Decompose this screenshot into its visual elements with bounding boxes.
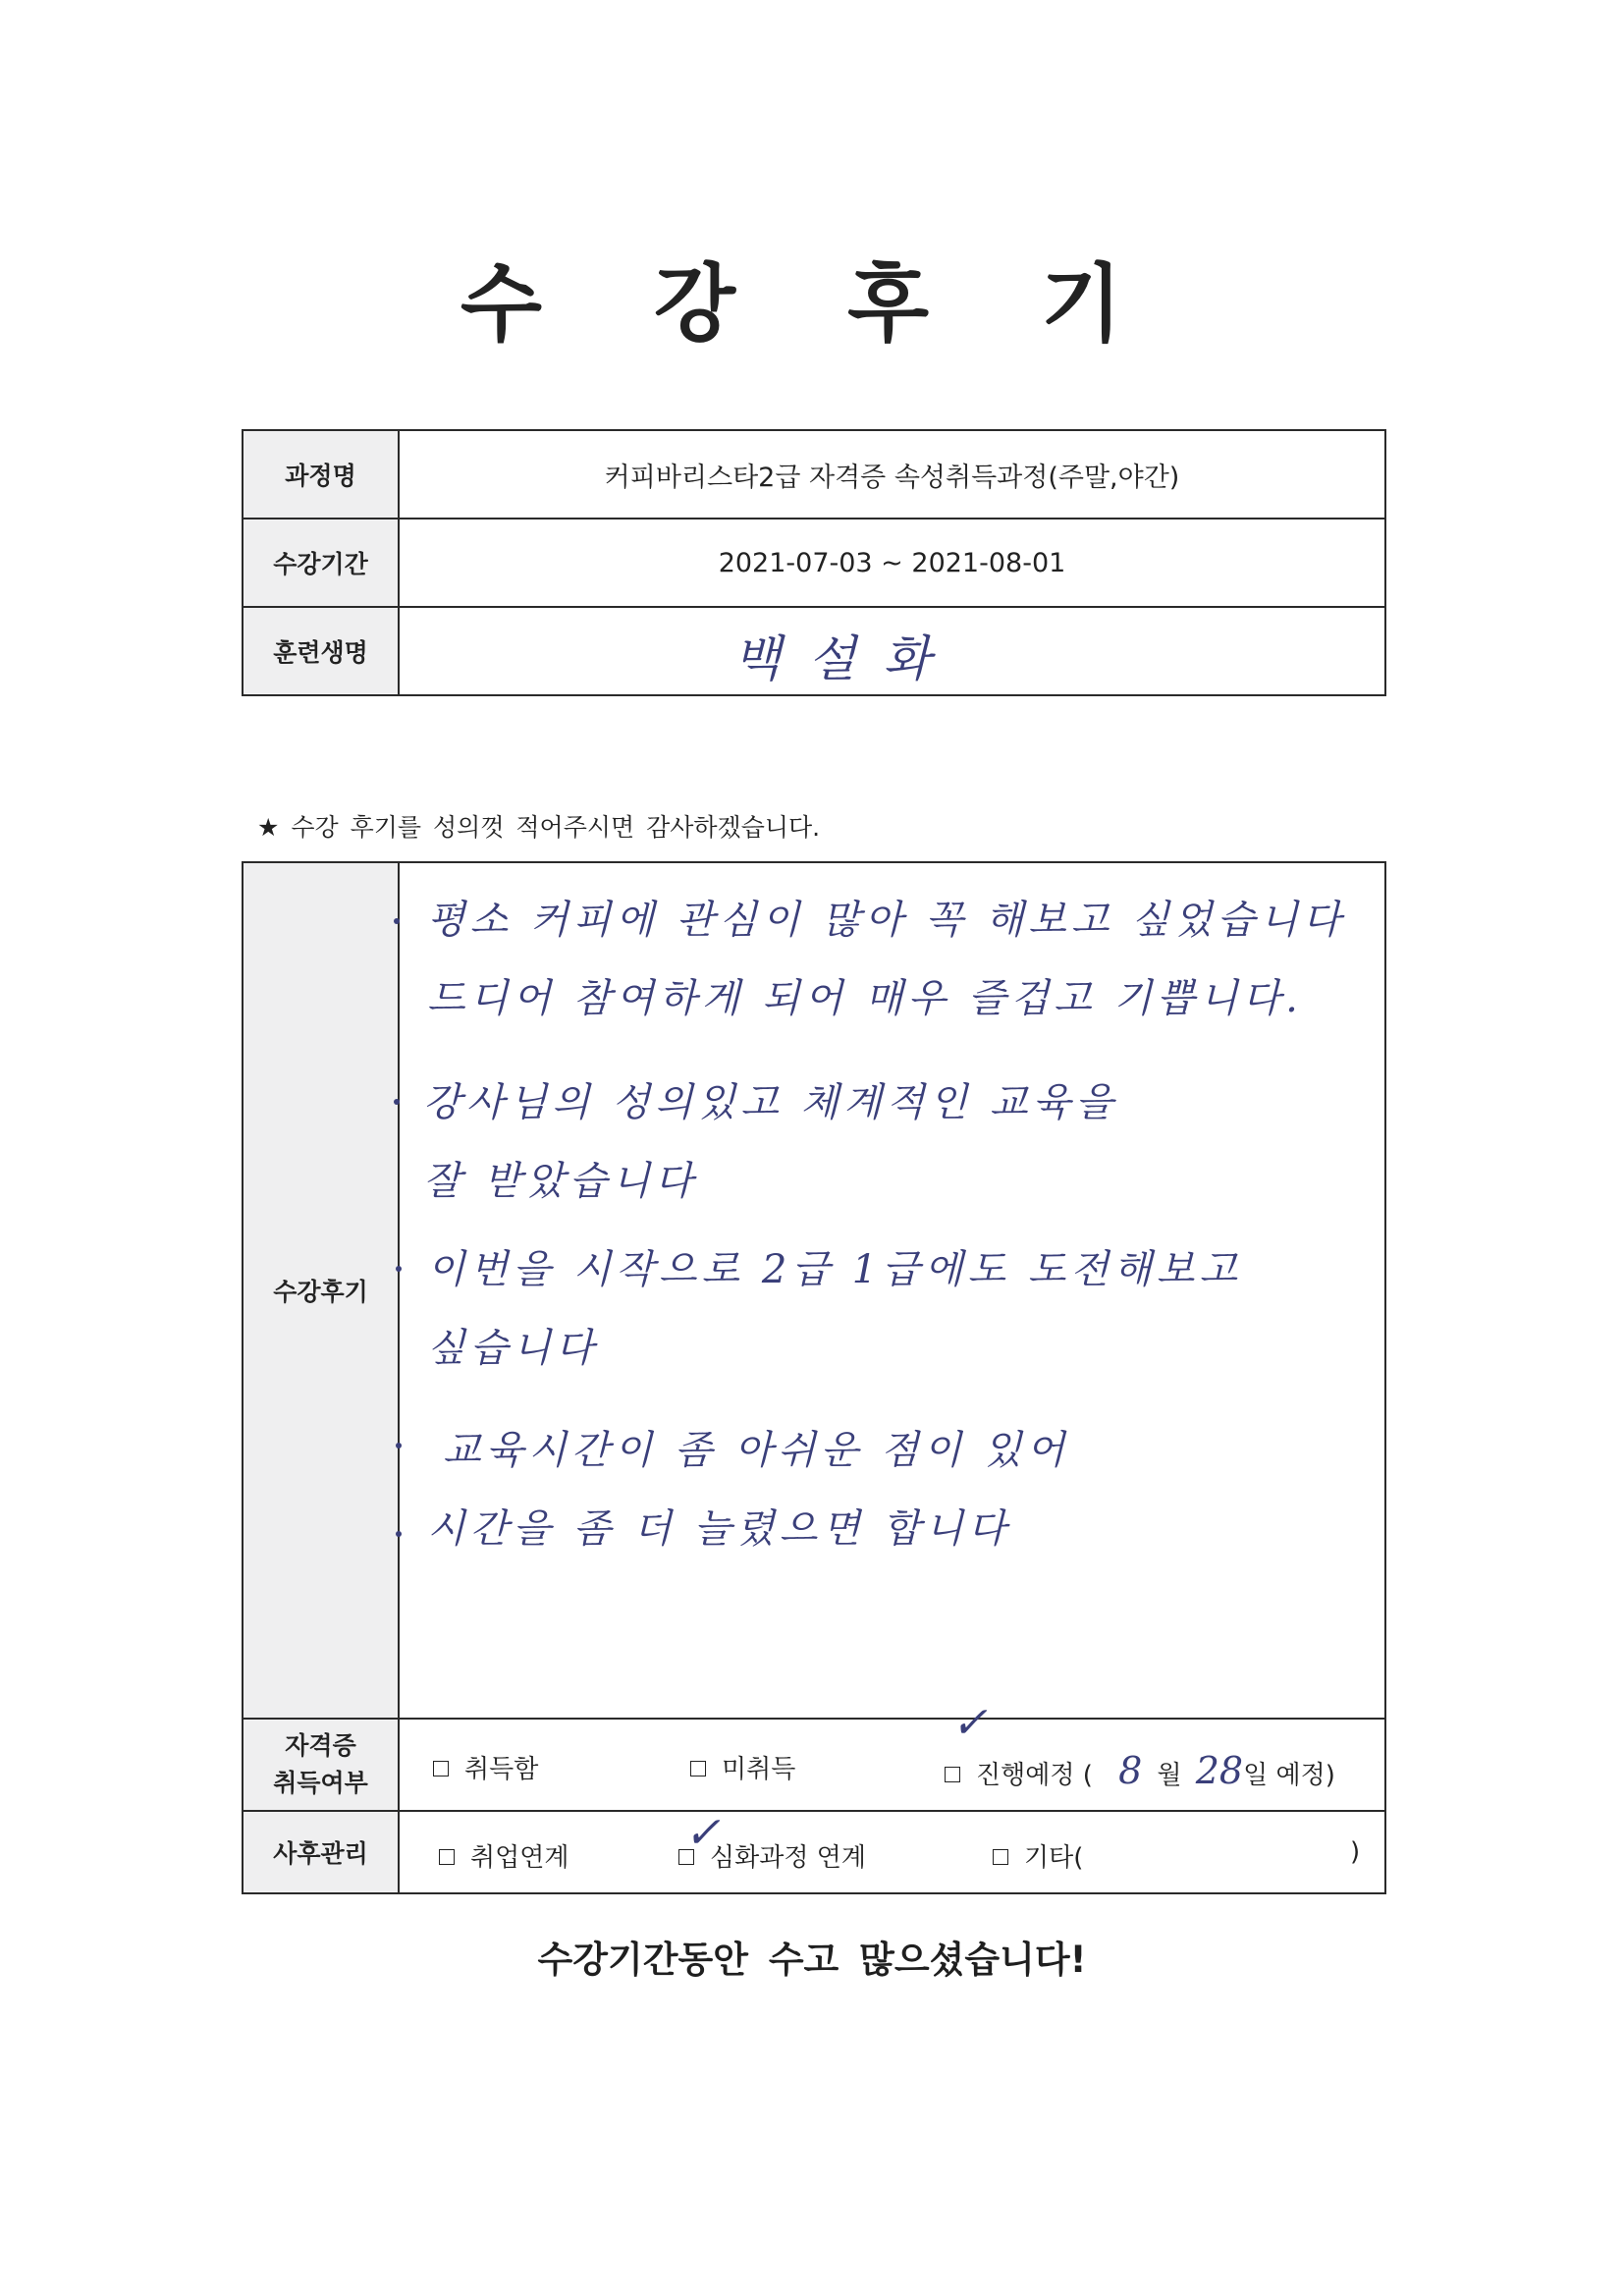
option-other[interactable]: 기타( xyxy=(993,1837,1083,1874)
certificate-label-line1: 자격증 xyxy=(285,1731,356,1760)
trainee-name-handwritten: 백 설 화 xyxy=(733,630,937,687)
course-name-value: 커피바리스타2급 자격증 속성취득과정(주말,야간) xyxy=(399,430,1385,519)
bullet-mark xyxy=(396,1443,402,1449)
aftercare-options-cell xyxy=(399,1808,1385,1893)
aftercare-label: 사후관리 xyxy=(243,1811,399,1893)
document-title: 수 강 후 기 xyxy=(460,255,1164,354)
certificate-label xyxy=(243,1719,399,1811)
review-line: 강사님의 성의있고 체계적인 교육을 xyxy=(423,1080,1118,1125)
bullet-mark xyxy=(394,918,400,924)
option-acquired[interactable]: 취득함 xyxy=(433,1749,538,1785)
checkbox-acquired[interactable] xyxy=(433,1761,449,1777)
period-value: 2021-07-03 ~ 2021-08-01 xyxy=(399,519,1385,607)
option-advanced-course[interactable]: 심화과정 연계 xyxy=(678,1837,866,1874)
period-label: 수강기간 xyxy=(243,519,399,607)
review-line: 교육시간이 좀 아쉬운 점이 있어 xyxy=(443,1428,1070,1473)
option-not-acquired[interactable]: 미취득 xyxy=(690,1749,795,1785)
checkbox-not-acquired[interactable] xyxy=(690,1761,706,1777)
bullet-mark xyxy=(396,1266,402,1272)
course-name-label: 과정명 xyxy=(243,430,399,519)
review-line: 평소 커피에 관심이 많아 꼭 해보고 싶었습니다 xyxy=(427,898,1346,943)
option-in-progress[interactable]: 진행예정 ( 8 월 28일 예정) xyxy=(945,1749,1335,1792)
review-line: 이번을 시작으로 2급 1급에도 도전해보고 xyxy=(427,1247,1242,1292)
trainee-name-label: 훈련생명 xyxy=(243,607,399,695)
checkbox-job-linkage[interactable] xyxy=(439,1849,455,1865)
check-mark-icon: ✓ xyxy=(684,1808,721,1858)
review-line: 싶습니다 xyxy=(427,1326,599,1371)
bullet-mark xyxy=(394,1099,400,1105)
certificate-label-line2: 취득여부 xyxy=(273,1769,368,1797)
trainee-name-cell xyxy=(399,607,1385,695)
certificate-options-cell xyxy=(399,1698,1385,1811)
check-mark-icon: ✓ xyxy=(951,1698,988,1748)
review-table xyxy=(242,861,1386,1894)
review-line: 잘 받았습니다 xyxy=(423,1159,698,1204)
review-label: 수강후기 xyxy=(243,862,399,1719)
day-handwritten: 28 xyxy=(1195,1749,1244,1792)
closing-message: 수강기간동안 수고 많으셨습니다! xyxy=(537,1939,1087,1981)
month-handwritten: 8 xyxy=(1118,1749,1148,1792)
review-content-cell xyxy=(399,862,1385,1719)
review-line: 시간을 좀 더 늘렸으면 합니다 xyxy=(427,1506,1011,1552)
option-other-close: ) xyxy=(1350,1837,1361,1867)
checkbox-in-progress[interactable] xyxy=(945,1767,960,1782)
instruction-note: ★ 수강 후기를 성의껏 적어주시면 감사하겠습니다. xyxy=(257,813,821,842)
checkbox-other[interactable] xyxy=(993,1849,1008,1865)
course-info-table xyxy=(242,429,1386,696)
option-job-linkage[interactable]: 취업연계 xyxy=(439,1837,568,1874)
review-line: 드디어 참여하게 되어 매우 즐겁고 기쁩니다. xyxy=(427,976,1303,1021)
bullet-mark xyxy=(396,1531,402,1537)
